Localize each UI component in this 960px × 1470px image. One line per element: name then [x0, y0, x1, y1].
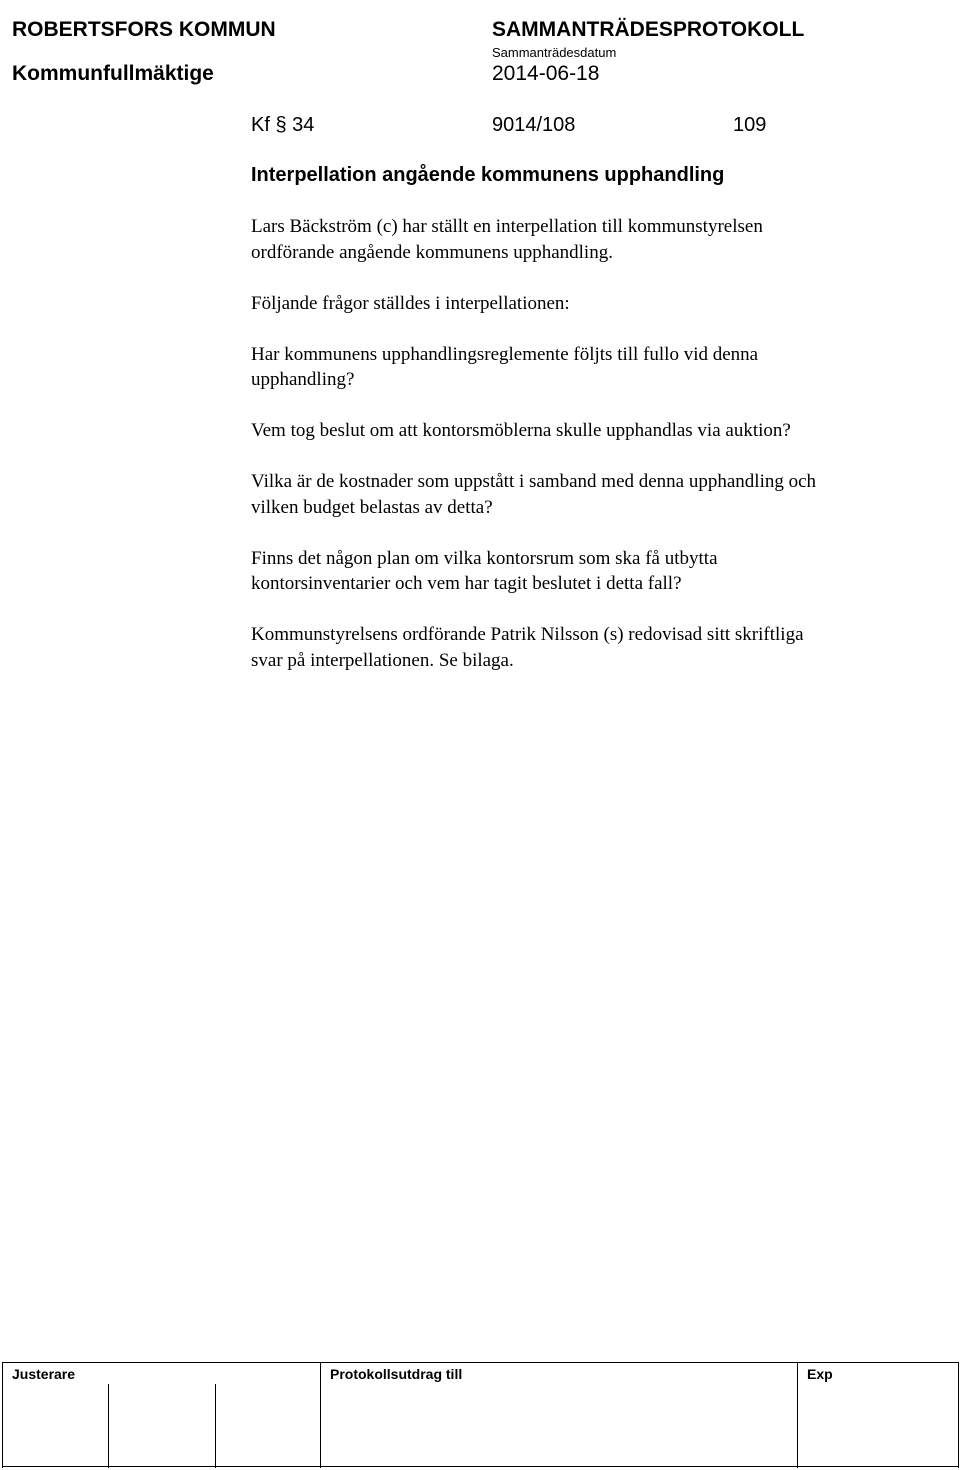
- footer-top-border: [2, 1362, 959, 1363]
- paragraph: Följande frågor ställdes i interpellationen:: [251, 292, 570, 314]
- signature-table: [2, 1362, 959, 1468]
- meeting-date-label: Sammanträdesdatum: [492, 45, 617, 60]
- organization-name: ROBERTSFORS KOMMUN: [12, 18, 276, 41]
- footer-divider: [320, 1362, 321, 1468]
- signature-box-divider: [215, 1384, 216, 1468]
- paragraph: Vem tog beslut om att kontorsmöblerna skulle upphandlas via auktion?: [251, 420, 791, 441]
- council-name: Kommunfullmäktige: [12, 62, 214, 85]
- exp-label: Exp: [807, 1366, 833, 1382]
- body-text: [251, 214, 921, 699]
- justerare-label: Justerare: [12, 1366, 76, 1382]
- footer-divider: [797, 1362, 798, 1468]
- signature-box-divider: [108, 1384, 109, 1468]
- paragraph: Kommunstyrelsens ordförande Patrik Nilsson (s) redovisad sitt skriftliga svar på interpellationen. Se bilaga.: [251, 624, 804, 671]
- paragraph: Har kommunens upphandlingsreglemente följts till fullo vid denna upphandling?: [251, 343, 759, 390]
- case-number: 9014/108: [492, 114, 576, 136]
- paragraph: Finns det någon plan om vilka kontorsrum som ska få utbytta kontorsinventarier och vem har tagit beslutet i detta fall?: [251, 547, 718, 594]
- paragraph: Vilka är de kostnader som uppstått i samband med denna upphandling och vilken budget belastas av detta?: [251, 471, 817, 518]
- meeting-date: 2014-06-18: [492, 62, 600, 85]
- paragraph: Lars Bäckström (c) har ställt en interpellation till kommunstyrelsen ordförande angående kommunens upphandling.: [251, 216, 763, 263]
- page-number: 109: [733, 114, 767, 136]
- document-type: SAMMANTRÄDESPROTOKOLL: [492, 18, 805, 41]
- footer-bottom-border: [2, 1466, 959, 1467]
- protocol-extract-label: Protokollsutdrag till: [330, 1366, 463, 1382]
- footer-left-border: [2, 1362, 3, 1468]
- footer-right-border: [958, 1362, 959, 1468]
- section-heading: Interpellation angående kommunens upphandling: [251, 164, 725, 186]
- section-number: Kf § 34: [251, 114, 315, 136]
